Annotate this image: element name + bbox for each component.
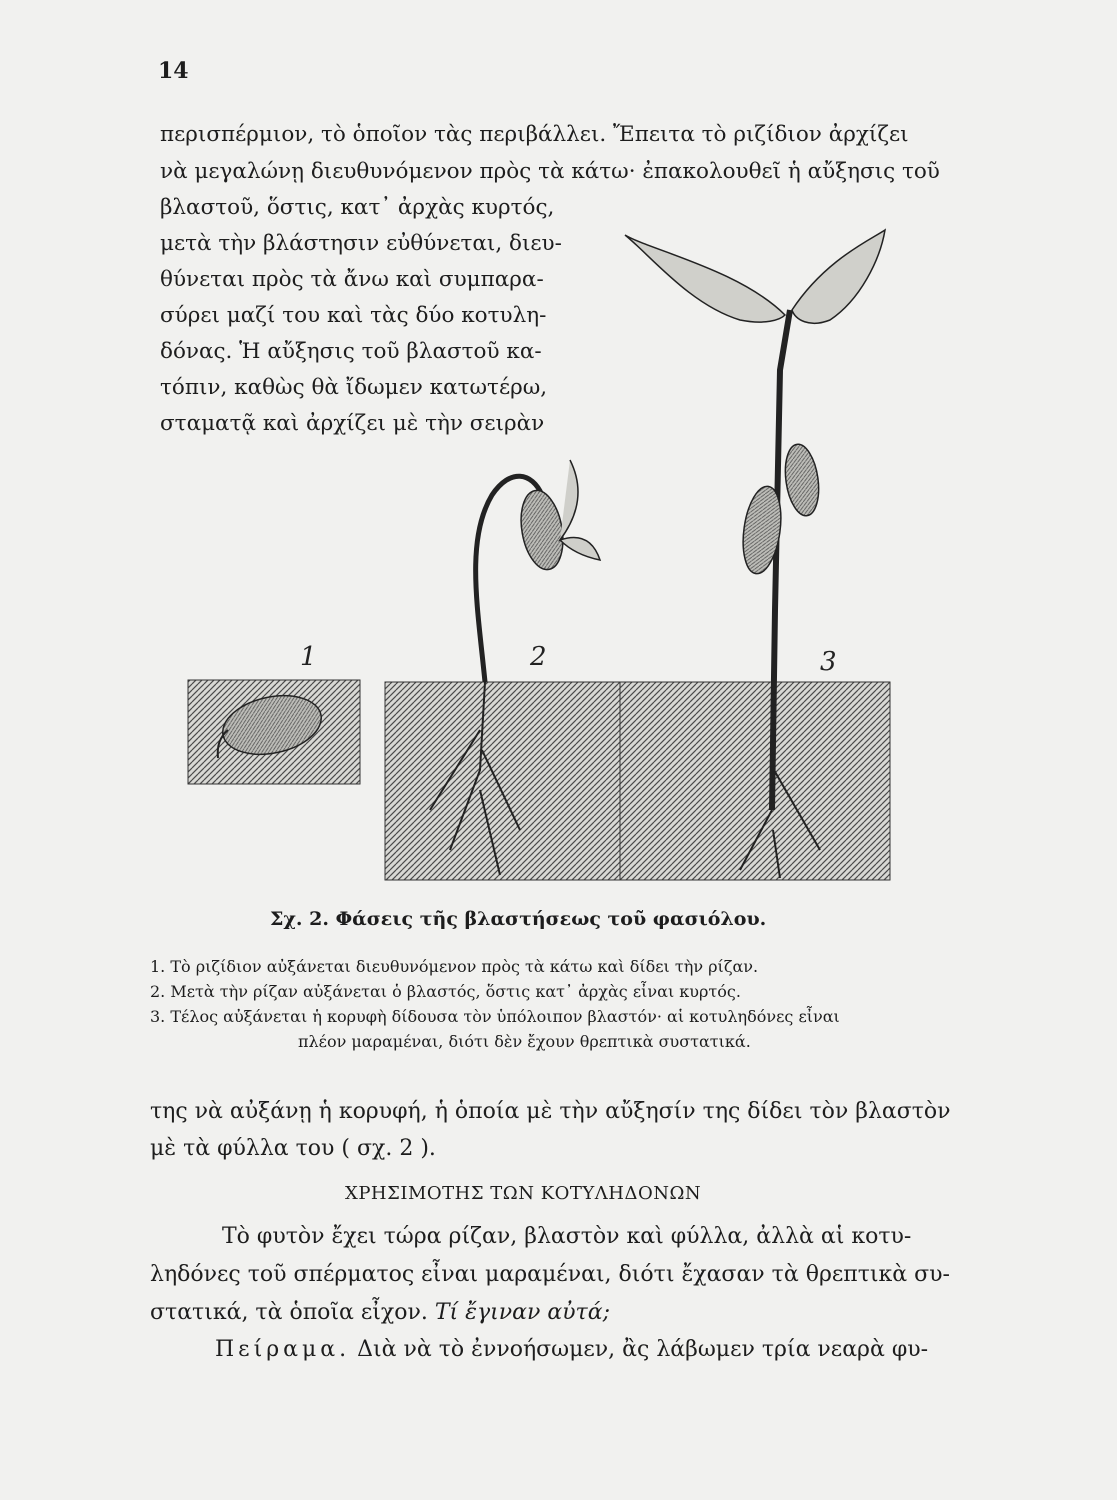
- text-line: μετὰ τὴν βλάστησιν εὐθύνεται, διευ-: [160, 231, 562, 256]
- stage-label-3: 3: [820, 647, 837, 677]
- figure-caption-title: Σχ. 2. Φάσεις τῆς βλαστήσεως τοῦ φασιόλου.: [270, 908, 767, 930]
- section-heading: ΧΡΗΣΙΜΟΤΗΣ ΤΩΝ ΚΟΤΥΛΗΔΟΝΩΝ: [345, 1183, 702, 1204]
- text-line: σύρει μαζί του καὶ τὰς δύο κοτυλη-: [160, 303, 547, 328]
- text-span: στατικά, τὰ ὁποῖα εἶχον.: [150, 1300, 428, 1325]
- experiment-label: Πείραμα.: [215, 1337, 351, 1362]
- caption-item: πλέον μαραμέναι, διότι δὲν ἔχουν θρεπτικὰ συστατικά.: [298, 1032, 751, 1051]
- caption-item: 3. Τέλος αὐξάνεται ἡ κορυφὴ δίδουσα τὸν ὑπόλοιπον βλαστόν· αἱ κοτυληδόνες εἶναι: [150, 1007, 840, 1026]
- text-span: Διὰ νὰ τὸ ἐννοήσωμεν, ἂς λάβωμεν τρία νεαρὰ φυ-: [357, 1337, 929, 1362]
- text-line: βλαστοῦ, ὅστις, κατ᾿ ἀρχὰς κυρτός,: [160, 195, 555, 220]
- text-line: ληδόνες τοῦ σπέρματος εἶναι μαραμέναι, διότι ἔχασαν τὰ θρεπτικὰ συ-: [150, 1262, 950, 1287]
- text-line: δόνας. Ἡ αὔξησις τοῦ βλαστοῦ κα-: [160, 339, 542, 364]
- caption-item: 2. Μετὰ τὴν ρίζαν αὐξάνεται ὁ βλαστός, ὅστις κατ᾿ ἀρχὰς εἶναι κυρτός.: [150, 982, 741, 1001]
- text-line: μὲ τὰ φύλλα του ( σχ. 2 ).: [150, 1136, 436, 1161]
- stage-1-seed: [188, 680, 360, 784]
- text-line: τόπιν, καθὼς θὰ ἴδωμεν κατωτέρω,: [160, 375, 548, 400]
- text-line: Τὸ φυτὸν ἔχει τώρα ρίζαν, βλαστὸν καὶ φύλλα, ἀλλὰ αἱ κοτυ-: [222, 1224, 912, 1249]
- germination-figure: [180, 210, 900, 900]
- text-line: θύνεται πρὸς τὰ ἄνω καὶ συμπαρα-: [160, 267, 544, 292]
- page-number: 14: [158, 58, 189, 84]
- caption-item: 1. Τὸ ριζίδιον αὐξάνεται διευθυνόμενον πρὸς τὰ κάτω καὶ δίδει τὴν ρίζαν.: [150, 957, 759, 976]
- text-line: [150, 1298, 610, 1328]
- text-line: νὰ μεγαλώνῃ διευθυνόμενον πρὸς τὰ κάτω· ἐπακολουθεῖ ἡ αὔξησις τοῦ: [160, 159, 940, 184]
- stage-3-plant: [620, 230, 890, 880]
- text-line: της νὰ αὐξάνῃ ἡ κορυφή, ἡ ὁποία μὲ τὴν αὔξησίν της δίδει τὸν βλαστὸν: [150, 1099, 951, 1124]
- stage-2-seedling: [385, 460, 633, 880]
- question-italic: Τί ἔγιναν αὐτά;: [434, 1300, 610, 1325]
- stage-label-1: 1: [300, 642, 317, 672]
- text-line: [215, 1335, 928, 1365]
- text-line: σταματᾷ καὶ ἀρχίζει μὲ τὴν σειρὰν: [160, 411, 545, 436]
- stage-label-2: 2: [530, 642, 547, 672]
- text-line: περισπέρμιον, τὸ ὁποῖον τὰς περιβάλλει. Ἔπειτα τὸ ριζίδιον ἀρχίζει: [160, 122, 909, 147]
